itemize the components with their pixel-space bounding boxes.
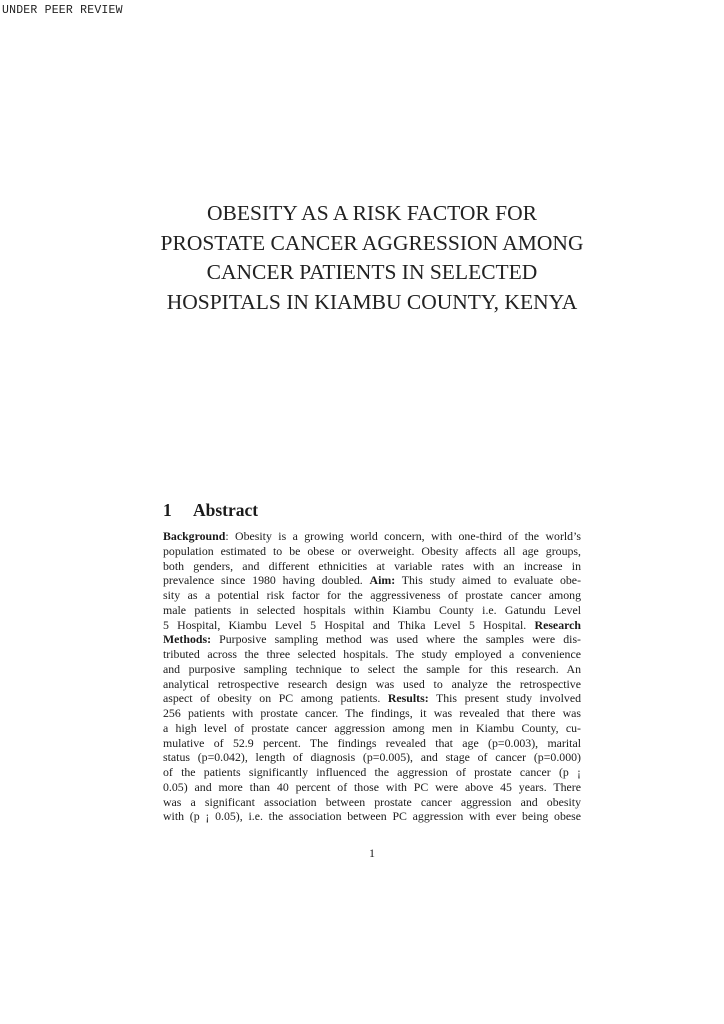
abstract-text: This study aimed to evaluate obe- xyxy=(395,573,582,588)
abstract-line xyxy=(163,736,581,751)
abstract-text: of the patients significantly influenced the aggression of prostate cancer (p ¡ xyxy=(163,765,581,779)
abstract-line xyxy=(163,691,581,706)
abstract-line xyxy=(163,632,581,647)
abstract-text: both genders, and different ethnicities at variable rates with an increase in xyxy=(163,558,581,573)
abstract-text: 256 patients with prostate cancer. The findings, it was revealed that there was xyxy=(163,706,581,720)
peer-review-watermark: UNDER PEER REVIEW xyxy=(2,4,123,17)
abstract-keyword: Background xyxy=(163,529,226,543)
abstract-text: and purposive sampling technique to select the sample for this research. An xyxy=(163,661,581,676)
abstract-line xyxy=(163,573,581,588)
abstract-line xyxy=(163,588,581,603)
abstract-text: analytical retrospective research design was used to analyze the retrospective xyxy=(163,676,581,691)
abstract-heading xyxy=(163,500,258,521)
abstract-body xyxy=(163,529,581,824)
abstract-line xyxy=(163,780,581,795)
abstract-keyword: Methods: xyxy=(163,632,212,647)
abstract-line xyxy=(163,750,581,765)
abstract-text: male patients in selected hospitals within Kiambu County i.e. Gatundu Level xyxy=(163,602,581,617)
abstract-text: This present study involved xyxy=(428,691,581,706)
section-number: 1 xyxy=(163,500,172,520)
abstract-line xyxy=(163,618,581,633)
abstract-line xyxy=(163,765,581,780)
abstract-line xyxy=(163,677,581,692)
abstract-text: was a significant association between prostate cancer aggression and obesity xyxy=(163,794,581,809)
abstract-text: with (p ¡ 0.05), i.e. the association between PC aggression with ever being obese xyxy=(163,809,581,824)
abstract-text: mulative of 52.9 percent. The findings revealed that age (p=0.003), marital xyxy=(163,735,581,750)
abstract-text: 0.05) and more than 40 percent of those with PC were above 45 years. There xyxy=(163,779,581,794)
abstract-text: sity as a potential risk factor for the aggressiveness of prostate cancer among xyxy=(163,588,581,602)
abstract-text: aspect of obesity on PC among patients. xyxy=(163,691,388,706)
title-line: PROSTATE CANCER AGGRESSION AMONG xyxy=(160,230,584,255)
paper-title xyxy=(150,199,594,317)
abstract-text: a high level of prostate cancer aggression among men in Kiambu County, cu- xyxy=(163,720,581,735)
title-line: HOSPITALS IN KIAMBU COUNTY, KENYA xyxy=(166,289,578,314)
abstract-text: 5 Hospital, Kiambu Level 5 Hospital and Thika Level 5 Hospital. xyxy=(163,617,535,632)
abstract-text: status (p=0.042), length of diagnosis (p=0.005), and stage of cancer (p=0.000) xyxy=(163,750,581,765)
abstract-line xyxy=(163,559,581,574)
abstract-text: population estimated to be obese or overweight. Obesity affects all age groups, xyxy=(163,543,581,558)
abstract-line xyxy=(163,721,581,736)
abstract-keyword: Aim: xyxy=(369,573,396,588)
section-title: Abstract xyxy=(193,500,259,520)
abstract-line xyxy=(163,809,581,824)
abstract-line xyxy=(163,706,581,721)
page-number: 1 xyxy=(369,846,375,860)
abstract-line xyxy=(163,647,581,662)
abstract-keyword: Results: xyxy=(387,691,429,706)
abstract-line xyxy=(163,795,581,810)
abstract-line xyxy=(163,603,581,618)
abstract-text: tributed across the three selected hospitals. The study employed a convenience xyxy=(163,647,581,661)
abstract-line xyxy=(163,662,581,677)
title-line: CANCER PATIENTS IN SELECTED xyxy=(206,260,538,284)
abstract-line xyxy=(163,544,581,559)
abstract-line xyxy=(163,529,581,544)
title-line: OBESITY AS A RISK FACTOR FOR xyxy=(207,201,537,225)
abstract-text: : Obesity is a growing world concern, with one-third of the world’s xyxy=(225,529,581,543)
abstract-text: Purposive sampling method was used where the samples were dis- xyxy=(211,632,581,647)
abstract-text: prevalence since 1980 having doubled. xyxy=(163,573,370,588)
abstract-keyword: Research xyxy=(534,617,581,632)
